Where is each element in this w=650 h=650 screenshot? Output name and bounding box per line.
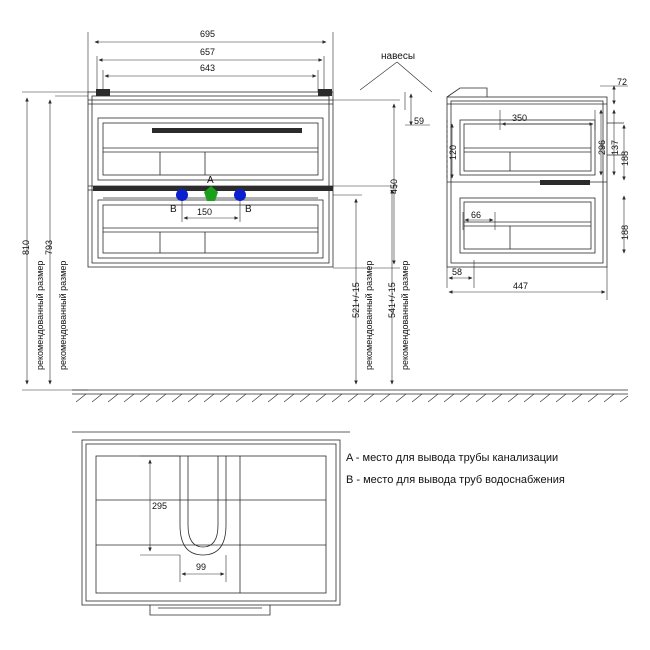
dim-188-lower: 188	[620, 224, 630, 240]
dim-295: 295	[152, 501, 168, 511]
floor-line	[72, 390, 628, 394]
dim-643: 643	[200, 63, 216, 73]
dim-450: 450	[389, 178, 399, 194]
top-dimensions	[140, 456, 226, 582]
vlabel-recommended-4: рекомендованный размер	[400, 260, 410, 370]
dim-99: 99	[196, 562, 207, 572]
dim-150: 150	[197, 207, 213, 217]
callout-hangers: навесы	[381, 51, 416, 62]
dim-541: 541+/-15	[387, 282, 397, 318]
dim-72: 72	[617, 77, 628, 87]
dim-137: 137	[610, 139, 620, 155]
dim-695: 695	[200, 29, 216, 39]
legend-line-a: A - место для вывода трубы канализации	[346, 452, 559, 464]
dim-793: 793	[44, 239, 54, 255]
dim-188-upper: 188	[620, 150, 630, 166]
vlabel-recommended-2: рекомендованный размер	[58, 260, 68, 370]
side-view	[447, 88, 624, 267]
dim-66: 66	[471, 210, 482, 220]
legend-line-b: B - место для вывода труб водоснабжения	[346, 474, 565, 486]
dim-657: 657	[200, 47, 216, 57]
dim-120: 120	[448, 144, 458, 160]
dim-810: 810	[21, 239, 31, 255]
floor-hatch	[76, 394, 628, 402]
marker-label-a: A	[207, 175, 214, 186]
dim-296: 296	[597, 139, 607, 155]
dim-59: 59	[414, 116, 425, 126]
vlabel-recommended-3: рекомендованный размер	[364, 260, 374, 370]
dim-521: 521+/-15	[351, 282, 361, 318]
dim-350: 350	[512, 113, 528, 123]
top-view	[72, 432, 350, 615]
marker-label-b-right: B	[245, 204, 252, 215]
side-dimensions	[447, 86, 628, 300]
marker-label-b-left: B	[170, 204, 177, 215]
dim-58: 58	[452, 267, 463, 277]
vlabel-recommended-1: рекомендованный размер	[35, 260, 45, 370]
dim-447: 447	[513, 281, 529, 291]
